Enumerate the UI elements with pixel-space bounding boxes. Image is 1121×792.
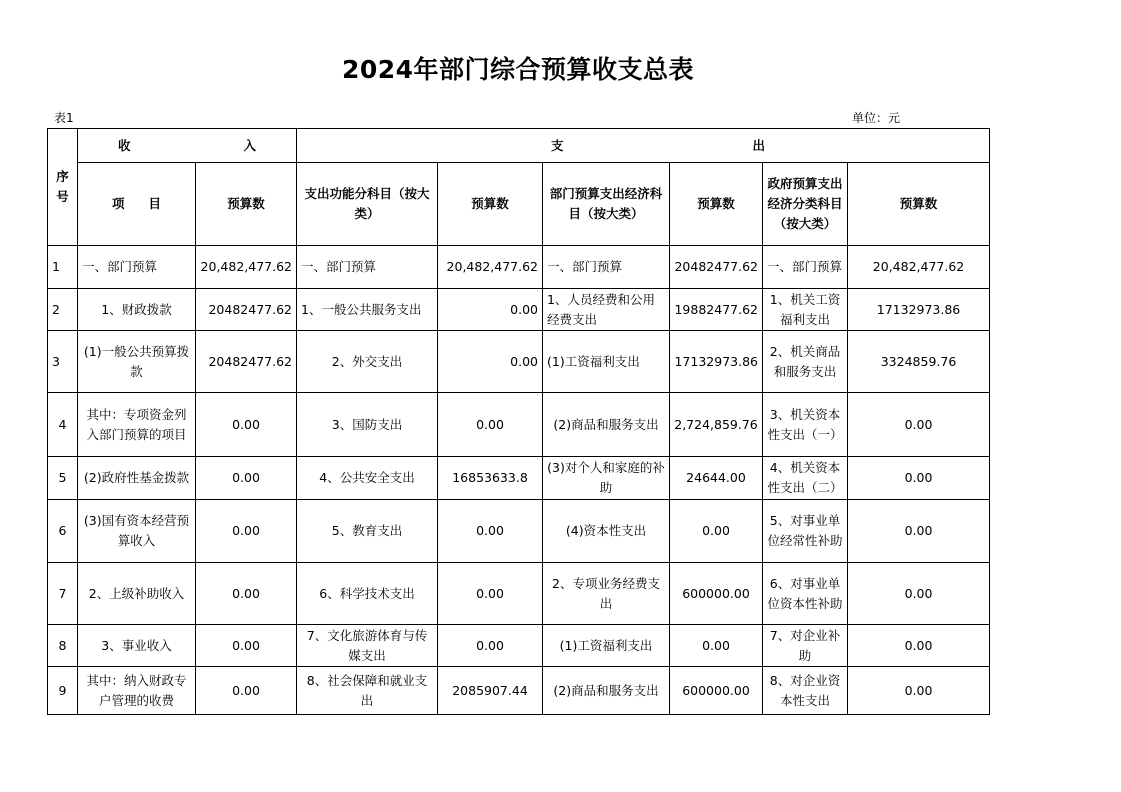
dept-item: (1)工资福利支出 <box>543 331 670 393</box>
income-item: (2)政府性基金拨款 <box>78 457 196 500</box>
gov-value: 0.00 <box>848 563 990 625</box>
dept-item: (3)对个人和家庭的补助 <box>543 457 670 500</box>
dept-value: 0.00 <box>670 500 763 563</box>
gov-value: 20,482,477.62 <box>848 246 990 289</box>
budget-table <box>47 128 990 715</box>
dept-item: (2)商品和服务支出 <box>543 667 670 715</box>
income-value: 0.00 <box>196 667 297 715</box>
row-number: 1 <box>48 246 78 289</box>
func-value: 0.00 <box>438 500 543 563</box>
income-item: 其中：纳入财政专户管理的收费 <box>78 667 196 715</box>
dept-value: 17132973.86 <box>670 331 763 393</box>
income-value: 20,482,477.62 <box>196 246 297 289</box>
gov-item: 1、机关工资福利支出 <box>763 289 848 331</box>
income-item: 2、上级补助收入 <box>78 563 196 625</box>
func-value: 0.00 <box>438 289 543 331</box>
row-number: 4 <box>48 393 78 457</box>
row-number: 8 <box>48 625 78 667</box>
dept-value: 24644.00 <box>670 457 763 500</box>
dept-item: (1)工资福利支出 <box>543 625 670 667</box>
func-value: 0.00 <box>438 625 543 667</box>
gov-value: 0.00 <box>848 393 990 457</box>
func-value: 20,482,477.62 <box>438 246 543 289</box>
table-body <box>48 129 990 715</box>
income-item: 其中：专项资金列入部门预算的项目 <box>78 393 196 457</box>
func-item: 3、国防支出 <box>297 393 438 457</box>
gov-item: 一、部门预算 <box>763 246 848 289</box>
income-value: 0.00 <box>196 500 297 563</box>
gov-item: 7、对企业补助 <box>763 625 848 667</box>
dept-budget-header: 预算数 <box>670 163 763 246</box>
row-number: 2 <box>48 289 78 331</box>
func-item: 2、外交支出 <box>297 331 438 393</box>
row-number: 9 <box>48 667 78 715</box>
table-number: 表1 <box>54 111 74 125</box>
income-item: 一、部门预算 <box>78 246 196 289</box>
table-row <box>48 500 990 563</box>
table-row <box>48 331 990 393</box>
func-value: 0.00 <box>438 563 543 625</box>
row-number: 6 <box>48 500 78 563</box>
func-value: 0.00 <box>438 331 543 393</box>
func-item: 4、公共安全支出 <box>297 457 438 500</box>
page-title: 2024年部门综合预算收支总表 <box>341 55 695 84</box>
func-item: 一、部门预算 <box>297 246 438 289</box>
dept-item: (4)资本性支出 <box>543 500 670 563</box>
func-value: 16853633.8 <box>438 457 543 500</box>
dept-item: (2)商品和服务支出 <box>543 393 670 457</box>
income-item: (3)国有资本经营预算收入 <box>78 500 196 563</box>
dept-value: 19882477.62 <box>670 289 763 331</box>
gov-item: 8、对企业资本性支出 <box>763 667 848 715</box>
gov-value: 0.00 <box>848 625 990 667</box>
gov-budget-header: 预算数 <box>848 163 990 246</box>
dept-item: 一、部门预算 <box>543 246 670 289</box>
income-value: 0.00 <box>196 393 297 457</box>
func-budget-header: 预算数 <box>438 163 543 246</box>
income-value: 20482477.62 <box>196 331 297 393</box>
gov-item: 6、对事业单位资本性补助 <box>763 563 848 625</box>
dept-item: 1、人员经费和公用经费支出 <box>543 289 670 331</box>
income-header: 收 入 <box>78 129 297 163</box>
table-row <box>48 246 990 289</box>
income-value: 20482477.62 <box>196 289 297 331</box>
dept-econ-header: 部门预算支出经济科目（按大类） <box>543 163 670 246</box>
income-item: 3、事业收入 <box>78 625 196 667</box>
gov-item: 3、机关资本性支出（一） <box>763 393 848 457</box>
func-value: 0.00 <box>438 393 543 457</box>
table-row <box>48 289 990 331</box>
func-class-header: 支出功能分科目（按大类） <box>297 163 438 246</box>
table-row <box>48 563 990 625</box>
row-number: 5 <box>48 457 78 500</box>
func-value: 2085907.44 <box>438 667 543 715</box>
header-row-columns <box>48 163 990 246</box>
income-value: 0.00 <box>196 625 297 667</box>
income-item: 1、财政拨款 <box>78 289 196 331</box>
unit-label: 单位：元 <box>852 111 901 125</box>
gov-econ-header: 政府预算支出经济分类科目（按大类） <box>763 163 848 246</box>
item-header: 项 目 <box>78 163 196 246</box>
header-row-group <box>48 129 990 163</box>
income-budget-header: 预算数 <box>196 163 297 246</box>
func-item: 5、教育支出 <box>297 500 438 563</box>
table-row <box>48 667 990 715</box>
gov-item: 5、对事业单位经常性补助 <box>763 500 848 563</box>
gov-value: 0.00 <box>848 457 990 500</box>
row-number: 7 <box>48 563 78 625</box>
dept-value: 0.00 <box>670 625 763 667</box>
table-row <box>48 625 990 667</box>
expense-header: 支 出 <box>297 129 990 163</box>
row-number: 3 <box>48 331 78 393</box>
dept-value: 600000.00 <box>670 563 763 625</box>
gov-item: 2、机关商品和服务支出 <box>763 331 848 393</box>
gov-value: 0.00 <box>848 667 990 715</box>
dept-value: 600000.00 <box>670 667 763 715</box>
func-item: 7、文化旅游体育与传媒支出 <box>297 625 438 667</box>
gov-value: 17132973.86 <box>848 289 990 331</box>
gov-value: 3324859.76 <box>848 331 990 393</box>
dept-value: 20482477.62 <box>670 246 763 289</box>
gov-value: 0.00 <box>848 500 990 563</box>
income-value: 0.00 <box>196 457 297 500</box>
dept-item: 2、专项业务经费支出 <box>543 563 670 625</box>
func-item: 8、社会保障和就业支出 <box>297 667 438 715</box>
func-item: 6、科学技术支出 <box>297 563 438 625</box>
income-value: 0.00 <box>196 563 297 625</box>
income-item: (1)一般公共预算拨款 <box>78 331 196 393</box>
dept-value: 2,724,859.76 <box>670 393 763 457</box>
table-row <box>48 393 990 457</box>
table-row <box>48 457 990 500</box>
seq-header: 序号 <box>48 129 78 246</box>
func-item: 1、一般公共服务支出 <box>297 289 438 331</box>
gov-item: 4、机关资本性支出（二） <box>763 457 848 500</box>
